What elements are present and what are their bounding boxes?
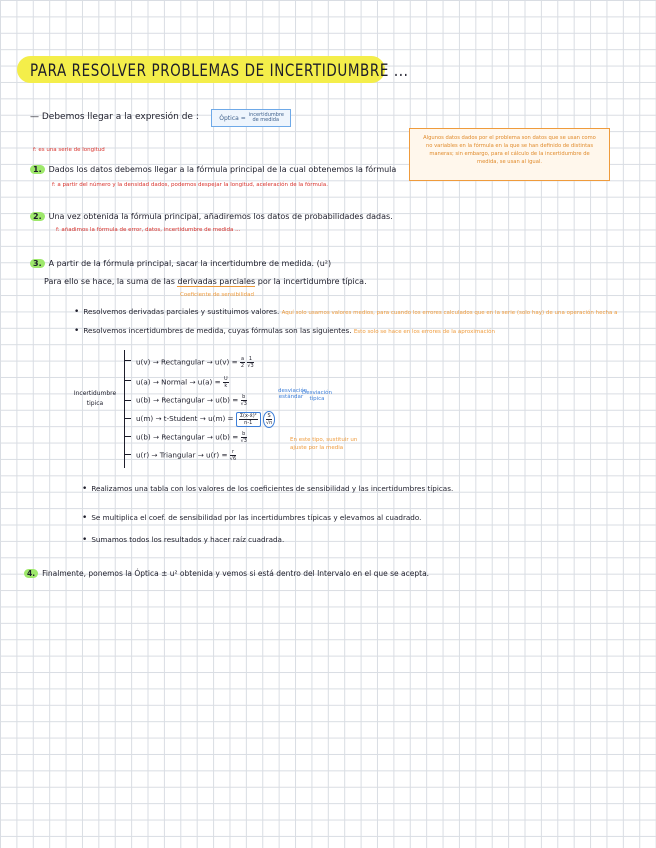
row-fraction — [239, 413, 258, 426]
step-3-line-2 — [44, 277, 367, 286]
formula-left: Óptica = — [219, 114, 246, 122]
row-fraction — [240, 356, 245, 369]
step-3-line-2-c: por la incertidumbre típica. — [257, 277, 367, 286]
bracket-tick — [125, 380, 131, 381]
step-text: Una vez obtenida la fórmula principal, añadiremos los datos de probabilidades dadas. — [48, 212, 393, 221]
row-tail-fraction — [266, 413, 272, 426]
row-fraction — [223, 376, 229, 389]
frac-den: √3 — [240, 438, 247, 444]
row-fraction — [230, 449, 236, 462]
page-title: PARA RESOLVER PROBLEMAS DE INCERTIDUMBRE ... — [30, 59, 409, 81]
frac-den: k — [224, 383, 228, 389]
row-rhs: u(a) = — [197, 377, 221, 387]
bullet-dot: • — [82, 484, 88, 494]
row-lhs: u(m) → t-Student → — [136, 414, 206, 423]
blue-note-desv: desviación estándar — [278, 388, 308, 400]
intro-line — [30, 112, 199, 122]
frac-num: r — [230, 449, 236, 456]
bullet-dot: • — [74, 307, 80, 317]
frac-num: b — [242, 431, 246, 437]
step-1-note: f: a partir del número y la densidad dados, podemos despejar la longitud, aceleración de la fórmula. — [52, 182, 328, 188]
incert-row — [136, 449, 236, 462]
orange-side-note: En este tipo, sustituir un ajuste por la media — [290, 437, 358, 451]
circled-fraction — [263, 411, 275, 428]
bullet-dot: • — [82, 513, 88, 523]
bullet-derivatives — [74, 307, 618, 317]
bullet-dot: • — [82, 535, 88, 545]
bullet-dot: • — [74, 326, 80, 336]
bracket-tick — [125, 400, 131, 401]
frac-num: U — [223, 376, 228, 382]
bullet-text: Resolvemos incertidumbres de medida, cuyas fórmulas son las siguientes. — [83, 326, 352, 335]
step-3-line-2-a: Para ello se hace, la suma de las — [44, 277, 175, 286]
row-fraction — [241, 431, 247, 444]
frac-num: Σ(x-x̄)² — [239, 413, 257, 419]
row-rhs: u(v) = — [214, 357, 238, 367]
formula-right: incertidumbre de medida — [248, 112, 284, 123]
step-text: Finalmente, ponemos la Óptica ± u² obtenida y vemos si está dentro del Intervalo en el que se acepta. — [42, 569, 430, 578]
bracket-tick — [125, 360, 131, 361]
incert-bracket — [124, 350, 131, 468]
frac-den: n-1 — [244, 420, 253, 426]
step-2-note: f: añadimos la fórmula de error, datos, incertidumbre de medida ... — [56, 227, 241, 233]
step-text: A partir de la fórmula principal, sacar la incertidumbre de medida. (u²) — [48, 259, 332, 268]
frac-den: √3 — [240, 401, 247, 407]
sqrt-box — [236, 412, 261, 427]
step-number: 3. — [30, 259, 45, 268]
step-3-line-2-b: derivadas parciales — [177, 277, 256, 286]
bracket-tick — [125, 418, 131, 419]
frac-den: √n — [265, 420, 273, 426]
bracket-tick — [125, 436, 131, 437]
frac-num: 1 — [248, 356, 253, 362]
bullet-text: Resolvemos derivadas parciales y sustituimos valores. — [83, 307, 280, 316]
intro-text: Debemos llegar a la expresión de : — [41, 112, 199, 122]
bracket-tick — [125, 454, 131, 455]
row-lhs: u(b) → Rectangular → — [136, 395, 213, 405]
intro-red-note: f: es una serie de longitud — [33, 147, 105, 153]
step-3-orange-note: Coeficiente de sensibilidad — [180, 292, 254, 298]
target-formula-box — [211, 109, 291, 127]
incert-label: Incertidumbre tipica — [73, 390, 117, 407]
bullet-incertidumbres — [74, 326, 495, 336]
bullet-multiplica — [82, 513, 421, 523]
step-number: 2. — [30, 212, 45, 221]
row-fraction — [241, 394, 247, 407]
bullet-text: Realizamos una tabla con los valores de los coeficientes de sensibilidad y las incertidumbres típicas. — [91, 484, 454, 493]
step-number: 4. — [24, 569, 38, 578]
step-text: Dados los datos debemos llegar a la fórmula principal de la cual obtenemos la fórmula — [48, 165, 397, 174]
row-lhs: u(r) → Triangular → — [136, 450, 204, 460]
incert-row — [136, 394, 247, 407]
frac-num: a — [240, 356, 245, 362]
incert-row — [136, 356, 254, 369]
bullet-text: Se multiplica el coef. de sensibilidad por las incertidumbres típicas y elevamos al cuadrado. — [91, 513, 422, 522]
bullet-sumamos — [82, 535, 284, 545]
row-rhs: u(m) = — [208, 414, 234, 423]
step-1 — [30, 165, 396, 174]
row-rhs: u(b) = — [215, 395, 239, 405]
incert-row — [136, 431, 247, 444]
step-number: 1. — [30, 165, 45, 174]
row-lhs: u(v) → Rectangular → — [136, 357, 213, 367]
frac-den: √6 — [229, 456, 237, 462]
frac-den: √3 — [247, 363, 254, 369]
step-3 — [30, 259, 331, 268]
intro-dash: — — [30, 112, 39, 122]
bullet-note: Esto solo se hace en los errores de la aproximación — [353, 329, 496, 335]
step-2 — [30, 212, 393, 221]
frac-num: S — [267, 413, 271, 419]
frac-den: 2 — [240, 363, 245, 369]
row-rhs: u(b) = — [215, 432, 239, 442]
row-rhs: u(r) = — [206, 450, 228, 460]
blue-note-tipica: Desviación típica — [301, 390, 333, 402]
bullet-note: Aquí solo usamos valores medios, para cuando los errores calculados que en la serie (solo hay) de una operación hecha a — [281, 310, 618, 316]
incert-row — [136, 376, 229, 389]
row-lhs: u(b) → Rectangular → — [136, 432, 213, 442]
step-4 — [24, 569, 429, 578]
bullet-tabla — [82, 484, 453, 494]
orange-note-box: Algunos datos dados por el problema son datos que se usan como no variables en la fórmula en la que se han definido de distintas maneras; sin embargo, para el cálculo de la incertidumbre de medida, se usan al igual. — [409, 128, 610, 181]
row-lhs: u(a) → Normal → — [136, 377, 196, 387]
frac-num: b — [242, 394, 246, 400]
incert-row — [136, 411, 275, 428]
row-tail-fraction — [247, 356, 253, 369]
bullet-text: Sumamos todos los resultados y hacer raíz cuadrada. — [91, 535, 285, 544]
